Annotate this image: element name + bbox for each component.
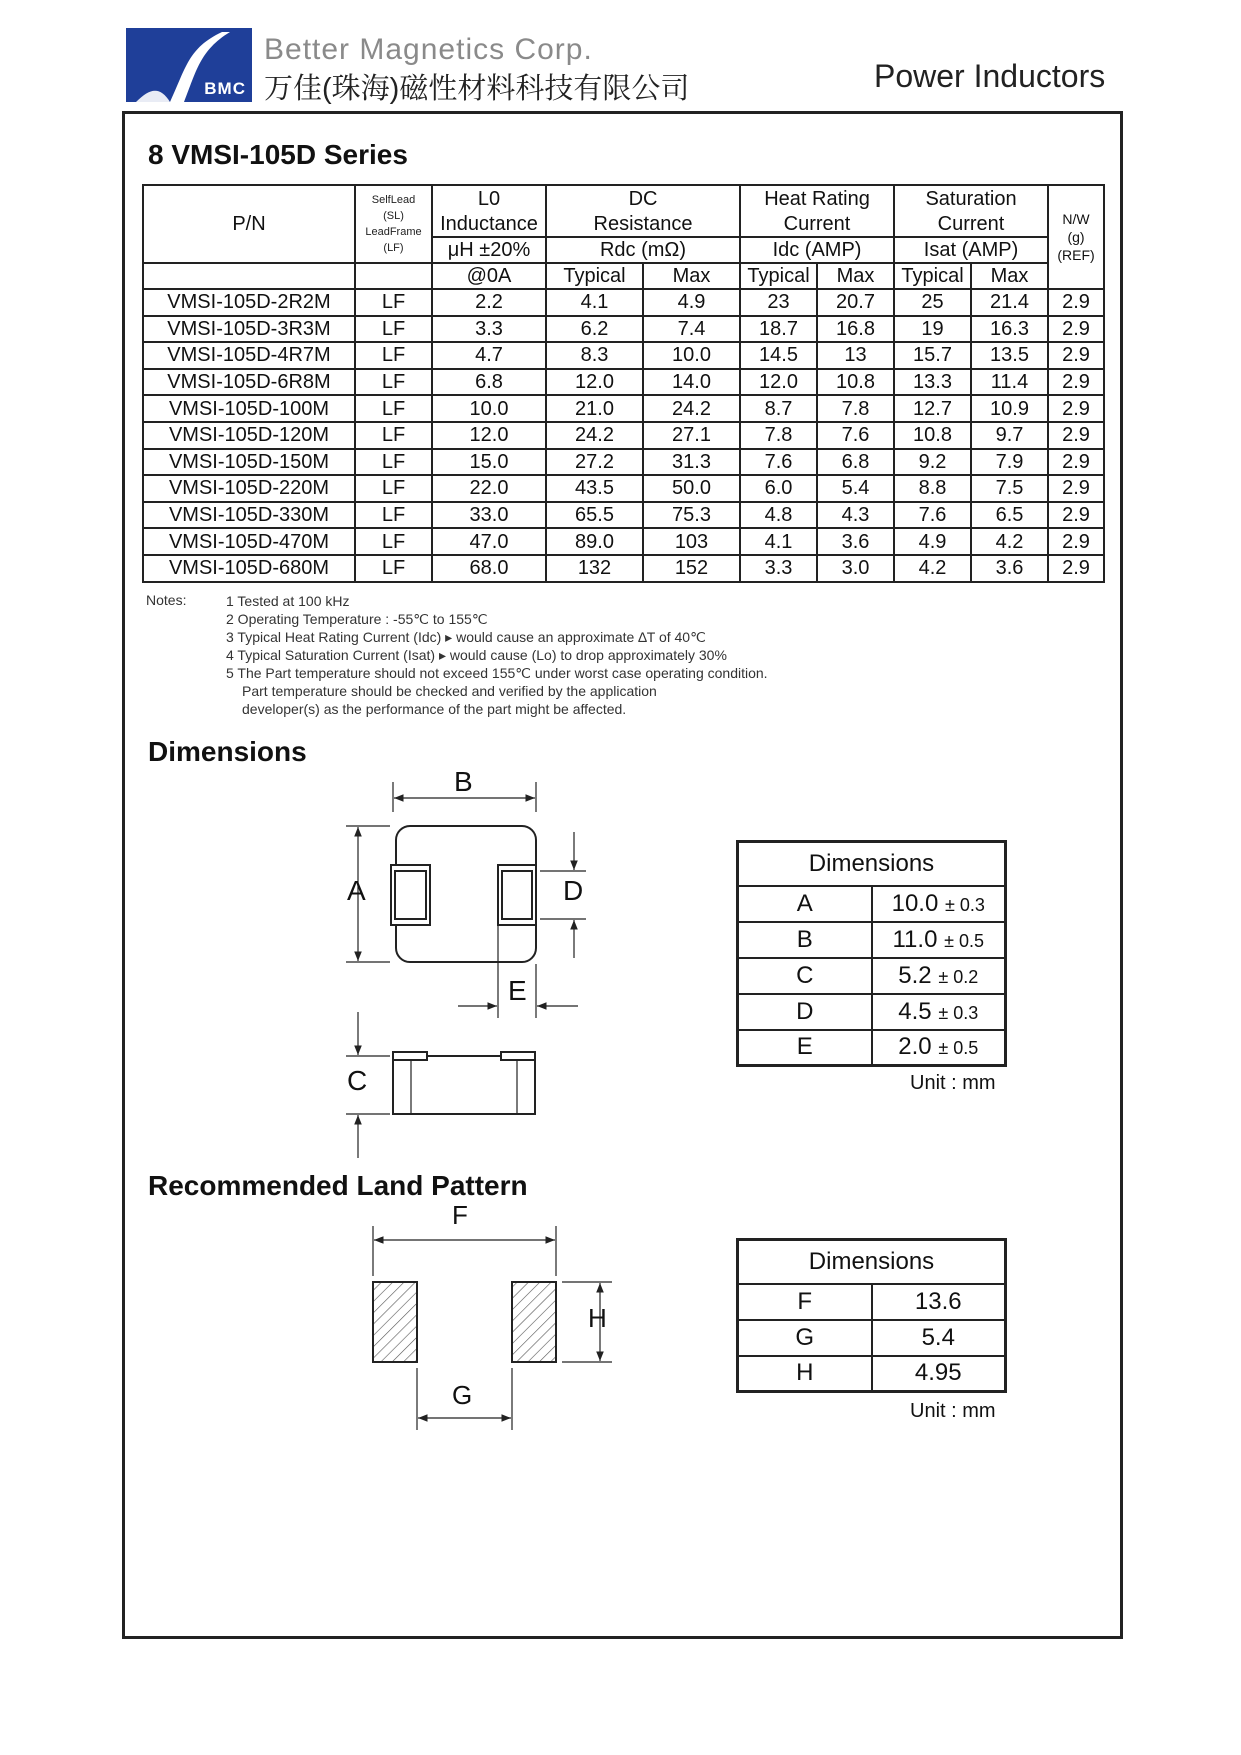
cell-isat-max: 21.4 (971, 289, 1048, 316)
notes-label: Notes: (146, 592, 187, 608)
cell-rdc-typical: 21.0 (546, 395, 643, 422)
dimension-value: 4.5 (898, 997, 932, 1025)
land-pattern-table (736, 1238, 1007, 1393)
dimension-label-b: B (454, 766, 473, 797)
dimension-value-cell (872, 1030, 1006, 1066)
series-title: 8 VMSI-105D Series (148, 139, 408, 170)
cell-idc-max: 3.6 (817, 528, 894, 555)
cell-pn: VMSI-105D-3R3M (143, 316, 355, 343)
header-pn: P/N (143, 185, 355, 263)
cell-isat-typical: 8.8 (894, 475, 971, 502)
dimension-tolerance: ± 0.3 (938, 1002, 979, 1023)
cell-idc-max: 20.7 (817, 289, 894, 316)
cell-idc-typical: 7.8 (740, 422, 817, 449)
cell-idc-typical: 7.6 (740, 449, 817, 476)
cell-pn: VMSI-105D-150M (143, 449, 355, 476)
note-item: 5 The Part temperature should not exceed 155℃ under worst case operating condition. (226, 665, 768, 681)
header-idc-typical: Typical (740, 263, 817, 289)
header-heat-rating: Heat Rating (740, 185, 894, 211)
cell-inductance: 15.0 (432, 449, 546, 476)
dimension-key: B (738, 922, 872, 958)
dimension-value: 2.0 (898, 1033, 932, 1061)
land-pattern-row (738, 1320, 1006, 1356)
dimension-label-e: E (508, 975, 527, 1006)
land-pattern-row (738, 1284, 1006, 1320)
cell-rdc-max: 75.3 (643, 502, 740, 529)
cell-rdc-typical: 12.0 (546, 369, 643, 396)
cell-nw: 2.9 (1048, 289, 1104, 316)
header-idc-max: Max (817, 263, 894, 289)
cell-idc-typical: 18.7 (740, 316, 817, 343)
cell-nw: 2.9 (1048, 449, 1104, 476)
header-inductance: Inductance (432, 211, 546, 237)
header-l0: L0 (432, 185, 546, 211)
cell-lead: LF (355, 369, 432, 396)
header-dc: DC (546, 185, 740, 211)
cell-pn: VMSI-105D-6R8M (143, 369, 355, 396)
cell-inductance: 22.0 (432, 475, 546, 502)
dimension-key: A (738, 886, 872, 922)
header-rdc: Rdc (mΩ) (546, 237, 740, 263)
dimension-tolerance: ± 0.5 (944, 930, 984, 951)
header-resistance: Resistance (546, 211, 740, 237)
cell-idc-typical: 8.7 (740, 395, 817, 422)
cell-lead: LF (355, 289, 432, 316)
header-uh: μH ±20% (432, 237, 546, 263)
cell-idc-max: 13 (817, 342, 894, 369)
cell-idc-max: 7.8 (817, 395, 894, 422)
cell-pn: VMSI-105D-470M (143, 528, 355, 555)
dimension-tolerance: ± 0.5 (938, 1038, 979, 1059)
dimension-label-c: C (347, 1065, 368, 1096)
land-pattern-key: G (738, 1320, 872, 1356)
cell-rdc-max: 103 (643, 528, 740, 555)
dimension-value-cell (872, 994, 1006, 1030)
cell-rdc-typical: 89.0 (546, 528, 643, 555)
document-title: Power Inductors (874, 58, 1106, 94)
dimension-row (738, 886, 1006, 922)
land-pattern-value: 13.6 (872, 1284, 1006, 1320)
cell-isat-max: 11.4 (971, 369, 1048, 396)
cell-isat-typical: 19 (894, 316, 971, 343)
cell-lead: LF (355, 502, 432, 529)
cell-nw: 2.9 (1048, 342, 1104, 369)
cell-nw: 2.9 (1048, 316, 1104, 343)
company-name-en: Better Magnetics Corp. (264, 33, 593, 66)
land-pattern-value: 5.4 (872, 1320, 1006, 1356)
cell-rdc-max: 50.0 (643, 475, 740, 502)
cell-rdc-max: 4.9 (643, 289, 740, 316)
dimension-value: 11.0 (892, 925, 938, 953)
cell-rdc-typical: 4.1 (546, 289, 643, 316)
cell-inductance: 3.3 (432, 316, 546, 343)
header-rdc-typical: Typical (546, 263, 643, 289)
cell-nw: 2.9 (1048, 555, 1104, 582)
cell-lead: LF (355, 342, 432, 369)
cell-idc-typical: 23 (740, 289, 817, 316)
cell-pn: VMSI-105D-330M (143, 502, 355, 529)
cell-rdc-max: 14.0 (643, 369, 740, 396)
cell-pn: VMSI-105D-680M (143, 555, 355, 582)
cell-inductance: 10.0 (432, 395, 546, 422)
cell-idc-max: 6.8 (817, 449, 894, 476)
cell-idc-max: 3.0 (817, 555, 894, 582)
header-isat-typical: Typical (894, 263, 971, 289)
land-pattern-value: 4.95 (872, 1356, 1006, 1392)
dimension-value-cell (872, 886, 1006, 922)
header-sat-current: Current (894, 211, 1048, 237)
dimensions-table-header: Dimensions (738, 842, 1006, 886)
cell-idc-max: 16.8 (817, 316, 894, 343)
dimension-label-a: A (347, 875, 366, 906)
header-nw: N/W (g) (REF) (1048, 185, 1104, 289)
cell-isat-typical: 15.7 (894, 342, 971, 369)
dimension-label-d: D (563, 875, 584, 906)
header-heat-current: Current (740, 211, 894, 237)
cell-isat-max: 4.2 (971, 528, 1048, 555)
cell-rdc-max: 10.0 (643, 342, 740, 369)
cell-lead: LF (355, 528, 432, 555)
land-label-h: H (588, 1303, 607, 1333)
cell-idc-typical: 4.8 (740, 502, 817, 529)
dimension-row (738, 994, 1006, 1030)
cell-pn: VMSI-105D-220M (143, 475, 355, 502)
dimension-key: C (738, 958, 872, 994)
dimension-value: 10.0 (891, 889, 939, 917)
cell-isat-typical: 4.2 (894, 555, 971, 582)
cell-isat-max: 10.9 (971, 395, 1048, 422)
header-lead-type: SelfLead (SL) LeadFrame (LF) (355, 185, 432, 263)
cell-lead: LF (355, 395, 432, 422)
land-pattern-title: Recommended Land Pattern (148, 1170, 528, 1201)
cell-rdc-max: 31.3 (643, 449, 740, 476)
cell-isat-max: 7.5 (971, 475, 1048, 502)
land-label-f: F (452, 1200, 468, 1230)
cell-isat-max: 9.7 (971, 422, 1048, 449)
dimension-tolerance: ± 0.2 (938, 966, 979, 987)
header-isat: Isat (AMP) (894, 237, 1048, 263)
dimension-key: E (738, 1030, 872, 1066)
cell-lead: LF (355, 449, 432, 476)
dimension-value-cell (872, 958, 1006, 994)
logo-text: BMC (204, 79, 246, 98)
dimensions-title: Dimensions (148, 736, 307, 767)
cell-nw: 2.9 (1048, 422, 1104, 449)
top-view-drawing (346, 782, 586, 1018)
cell-rdc-typical: 43.5 (546, 475, 643, 502)
dimension-row (738, 922, 1006, 958)
cell-rdc-max: 24.2 (643, 395, 740, 422)
dimension-row (738, 958, 1006, 994)
cell-isat-typical: 9.2 (894, 449, 971, 476)
cell-isat-max: 7.9 (971, 449, 1048, 476)
cell-nw: 2.9 (1048, 395, 1104, 422)
land-pattern-key: F (738, 1284, 872, 1320)
cell-rdc-typical: 65.5 (546, 502, 643, 529)
note-item: 2 Operating Temperature : -55℃ to 155℃ (226, 611, 488, 627)
cell-isat-typical: 4.9 (894, 528, 971, 555)
cell-rdc-max: 152 (643, 555, 740, 582)
dimension-value: 5.2 (898, 961, 932, 989)
dimensions-unit: Unit : mm (910, 1072, 996, 1094)
land-pattern-unit: Unit : mm (910, 1400, 996, 1422)
land-pattern-row (738, 1356, 1006, 1392)
cell-inductance: 68.0 (432, 555, 546, 582)
cell-inductance: 47.0 (432, 528, 546, 555)
cell-idc-max: 4.3 (817, 502, 894, 529)
cell-pn: VMSI-105D-2R2M (143, 289, 355, 316)
land-label-g: G (452, 1380, 473, 1410)
cell-lead: LF (355, 475, 432, 502)
cell-lead: LF (355, 555, 432, 582)
cell-rdc-max: 27.1 (643, 422, 740, 449)
cell-isat-max: 16.3 (971, 316, 1048, 343)
cell-rdc-typical: 24.2 (546, 422, 643, 449)
cell-isat-typical: 12.7 (894, 395, 971, 422)
cell-rdc-typical: 8.3 (546, 342, 643, 369)
dimension-key: D (738, 994, 872, 1030)
note-continuation: Part temperature should be checked and verified by the application (242, 683, 657, 699)
cell-idc-max: 5.4 (817, 475, 894, 502)
cell-inductance: 6.8 (432, 369, 546, 396)
cell-idc-typical: 6.0 (740, 475, 817, 502)
cell-inductance: 33.0 (432, 502, 546, 529)
cell-nw: 2.9 (1048, 369, 1104, 396)
cell-idc-max: 10.8 (817, 369, 894, 396)
company-name-zh: 万佳(珠海)磁性材料科技有限公司 (264, 73, 690, 105)
cell-rdc-max: 7.4 (643, 316, 740, 343)
dimension-row (738, 1030, 1006, 1066)
cell-rdc-typical: 6.2 (546, 316, 643, 343)
cell-inductance: 12.0 (432, 422, 546, 449)
cell-inductance: 2.2 (432, 289, 546, 316)
cell-isat-max: 3.6 (971, 555, 1048, 582)
cell-idc-typical: 12.0 (740, 369, 817, 396)
cell-nw: 2.9 (1048, 528, 1104, 555)
cell-isat-typical: 13.3 (894, 369, 971, 396)
cell-isat-typical: 7.6 (894, 502, 971, 529)
cell-idc-max: 7.6 (817, 422, 894, 449)
cell-isat-max: 6.5 (971, 502, 1048, 529)
cell-rdc-typical: 132 (546, 555, 643, 582)
cell-pn: VMSI-105D-100M (143, 395, 355, 422)
cell-nw: 2.9 (1048, 502, 1104, 529)
header-rdc-max: Max (643, 263, 740, 289)
note-item: 3 Typical Heat Rating Current (Idc) ▸ would cause an approximate ∆T of 40℃ (226, 629, 706, 645)
cell-inductance: 4.7 (432, 342, 546, 369)
land-pattern-key: H (738, 1356, 872, 1392)
cell-idc-typical: 4.1 (740, 528, 817, 555)
note-continuation: developer(s) as the performance of the part might be affected. (242, 701, 627, 717)
cell-lead: LF (355, 422, 432, 449)
cell-isat-max: 13.5 (971, 342, 1048, 369)
header-isat-max: Max (971, 263, 1048, 289)
cell-isat-typical: 25 (894, 289, 971, 316)
land-pattern-drawing (373, 1226, 612, 1430)
header-at0a: @0A (432, 263, 546, 289)
cell-idc-typical: 14.5 (740, 342, 817, 369)
note-item: 1 Tested at 100 kHz (226, 593, 350, 609)
side-view-drawing (346, 1012, 535, 1158)
cell-isat-typical: 10.8 (894, 422, 971, 449)
cell-pn: VMSI-105D-120M (143, 422, 355, 449)
dimension-tolerance: ± 0.3 (944, 894, 985, 915)
header-saturation: Saturation (894, 185, 1048, 211)
dimension-value-cell (872, 922, 1006, 958)
cell-pn: VMSI-105D-4R7M (143, 342, 355, 369)
cell-rdc-typical: 27.2 (546, 449, 643, 476)
cell-idc-typical: 3.3 (740, 555, 817, 582)
cell-nw: 2.9 (1048, 475, 1104, 502)
land-pattern-table-header: Dimensions (738, 1240, 1006, 1284)
note-item: 4 Typical Saturation Current (Isat) ▸ would cause (Lo) to drop approximately 30% (226, 647, 727, 663)
dimensions-table (736, 840, 1007, 1067)
header-idc: Idc (AMP) (740, 237, 894, 263)
cell-lead: LF (355, 316, 432, 343)
